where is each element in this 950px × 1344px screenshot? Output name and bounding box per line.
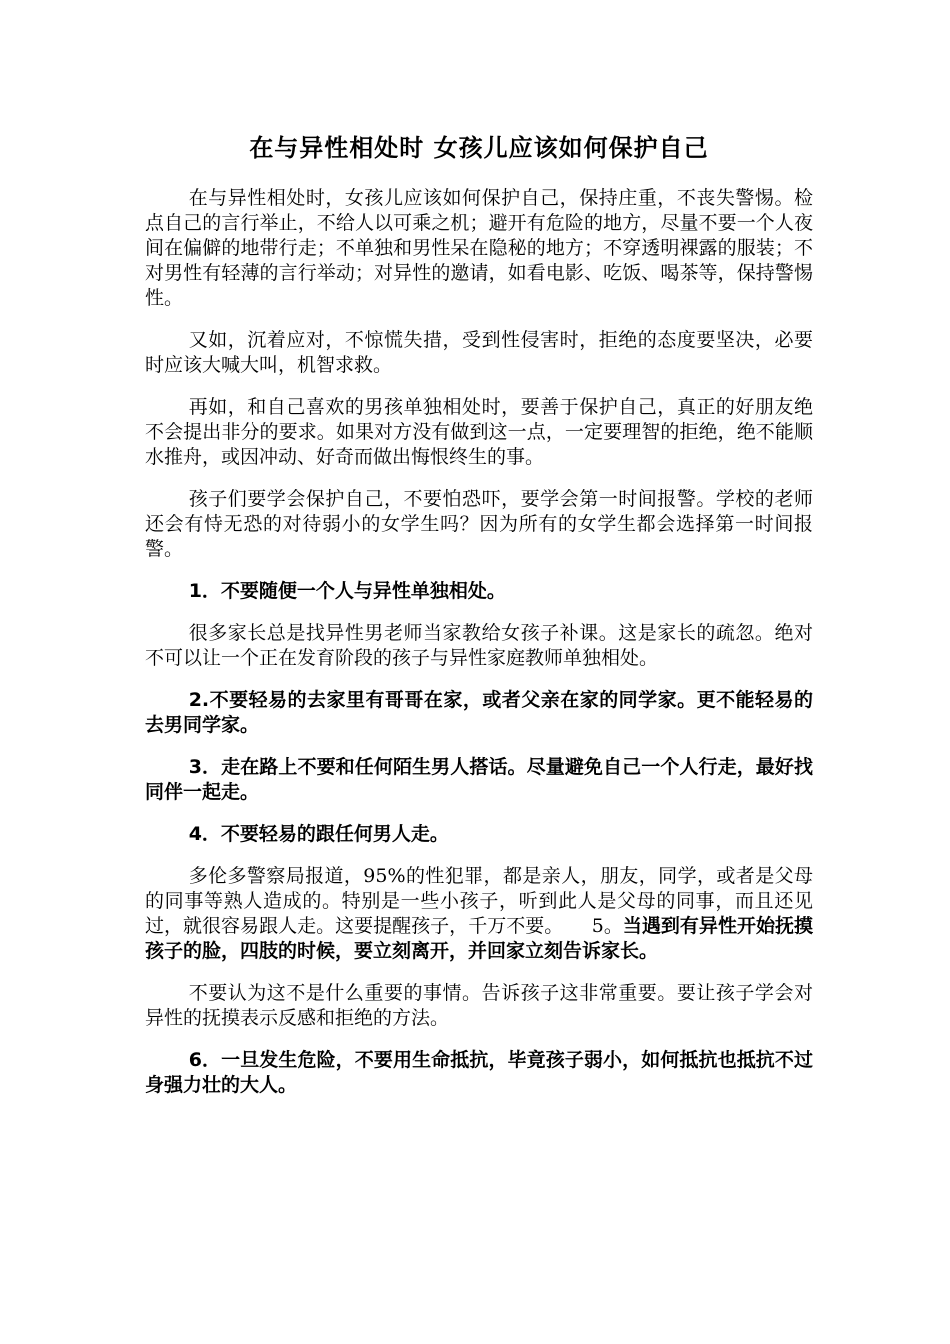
paragraph-toronto-report-text: 多伦多警察局报道，95%的性犯罪，都是亲人，朋友，同学，或者是父母的同事等熟人造成的。特别是一些小孩子，听到此人是父母的同事，而且还见过，就很容易跟人走。这要提醒孩子，千万不要。 5。 [145, 865, 813, 937]
paragraph-report-police: 孩子们要学会保护自己，不要怕恐吓，要学会第一时间报警。学校的老师还会有恃无恐的对待弱小的女学生吗？因为所有的女学生都会选择第一时间报警。 [145, 488, 813, 560]
heading-rule-4: 4．不要轻易的跟任何男人走。 [188, 823, 449, 845]
paragraph-intro: 在与异性相处时，女孩儿应该如何保护自己，保持庄重，不丧失警惕。检点自己的言行举止，不给人以可乘之机；避开有危险的地方，尽量不要一个人夜间在偏僻的地带行走；不单独和男性呆在隐秘的地方；不穿透明裸露的服装；不对男性有轻薄的言行举动；对异性的邀请，如看电影、吃饭、喝茶等，保持警惕性。 [145, 187, 813, 309]
paragraph-calm-response: 又如，沉着应对，不惊慌失措，受到性侵害时，拒绝的态度要坚决，必要时应该大喊大叫，机智求救。 [145, 329, 813, 376]
heading-rule-3: 3．走在路上不要和任何陌生男人搭话。尽量避免自己一个人行走，最好找同伴一起走。 [145, 756, 813, 803]
document-title: 在与异性相处时 女孩儿应该如何保护自己 [249, 134, 709, 162]
paragraph-boyfriend: 再如，和自己喜欢的男孩单独相处时，要善于保护自己，真正的好朋友绝不会提出非分的要求。如果对方没有做到这一点，一定要理智的拒绝，绝不能顺水推舟，或因冲动、好奇而做出悔恨终生的事。 [145, 396, 813, 468]
heading-rule-5: 当遇到有异性开始抚摸孩子的脸，四肢的时候，要立刻离开，并回家立刻告诉家长。 [145, 915, 813, 962]
heading-rule-2: 2.不要轻易的去家里有哥哥在家，或者父亲在家的同学家。更不能轻易的去男同学家。 [145, 689, 813, 736]
heading-rule-6: 6．一旦发生危险，不要用生命抵抗，毕竟孩子弱小，如何抵抗也抵抗不过身强力壮的大人。 [145, 1049, 813, 1096]
heading-rule-1: 1．不要随便一个人与异性单独相处。 [188, 580, 506, 602]
paragraph-toronto-report [145, 864, 813, 964]
paragraph-not-unimportant: 不要认为这不是什么重要的事情。告诉孩子这非常重要。要让孩子学会对异性的抚摸表示反感和拒绝的方法。 [145, 982, 813, 1029]
paragraph-tutor: 很多家长总是找异性男老师当家教给女孩子补课。这是家长的疏忽。绝对不可以让一个正在发育阶段的孩子与异性家庭教师单独相处。 [145, 622, 813, 669]
document-page [145, 128, 813, 1115]
